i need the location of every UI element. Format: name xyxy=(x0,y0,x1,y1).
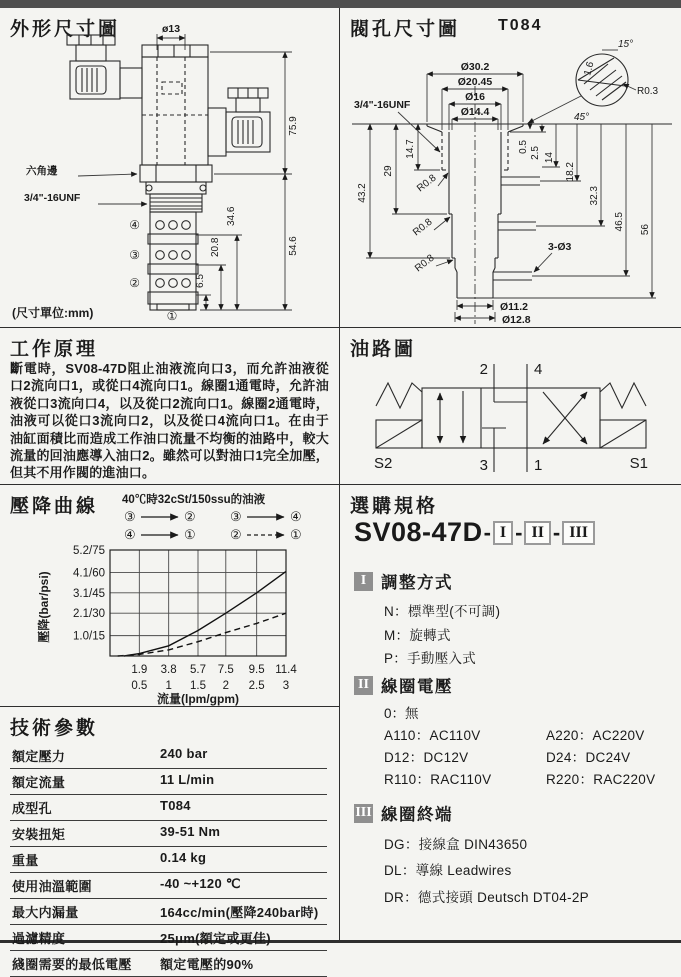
panel-title: 外形尺寸圖 xyxy=(10,19,121,40)
y-tick: 2.1/30 xyxy=(73,608,105,621)
model-slot-3: III xyxy=(562,521,595,545)
option-item: M：旋轉式 xyxy=(384,627,451,643)
port-4-label: ④ xyxy=(129,218,140,232)
section-coil-termination xyxy=(354,801,671,911)
spec-label: 成型孔 xyxy=(12,801,52,816)
panel-ordering-specs xyxy=(340,485,681,940)
dim-0-5: 0.5 xyxy=(518,140,529,154)
panel-technical-parameters xyxy=(0,707,340,972)
thread-label: 3/4"-16UNF xyxy=(24,192,81,204)
roman-numeral-1: I xyxy=(354,572,373,591)
cross-drill-label: 3-Ø3 xyxy=(548,241,572,253)
spec-value: -40 ~+120 ℃ xyxy=(160,876,241,891)
legend-to-port: ② xyxy=(184,509,196,524)
table-row xyxy=(10,795,327,821)
panel-cavity-dimensions xyxy=(340,8,681,328)
dim-14: 14 xyxy=(544,152,555,164)
spec-label: 最大内漏量 xyxy=(12,905,79,920)
dim-d12-8: Ø12.8 xyxy=(502,314,531,326)
panel-pressure-drop-chart xyxy=(0,485,340,707)
panel-title: 選購規格 xyxy=(350,496,439,517)
table-row xyxy=(10,951,327,977)
panel-outline-dimensions xyxy=(0,8,340,328)
dim-18-2: 18.2 xyxy=(565,162,576,182)
table-row xyxy=(10,769,327,795)
dim-54-6: 54.6 xyxy=(288,236,299,256)
table-row xyxy=(10,899,327,925)
x-tick-gpm: 2 xyxy=(222,680,229,692)
dim-dia13: ø13 xyxy=(161,23,181,35)
dim-6-5: 6.5 xyxy=(195,274,206,288)
dim-d11-2: Ø11.2 xyxy=(500,301,529,313)
option-item: DG：接線盒 DIN43650 xyxy=(384,837,528,852)
principle-text: 斷電時，SV08-47D阻止油液流向口3，而允許油液從口2流向口1，或從口4流向口1。線圈1通電時，允許油液從口3流向口4，以及從口2流向口1。線圈2通電時，油液可以從口3流向口2，以及從口4流向口1。在由于油缸面積比而造成工作油口流量不均衡的油路中，較大流量的回油應導入油口2。雖然可以對油口1完全加壓，但其不用作閥的進油口。 xyxy=(10,361,329,481)
spec-label: 額定壓力 xyxy=(12,749,66,764)
x-tick-lpm: 11.4 xyxy=(275,664,297,676)
detail-angle-15: 15° xyxy=(618,39,634,50)
option-item: R220：RAC220V xyxy=(546,772,656,788)
solenoid-s1-label: S1 xyxy=(629,455,648,472)
x-tick-gpm: 1.5 xyxy=(190,680,206,692)
fillet-r0-8-3: R0.8 xyxy=(413,252,437,275)
spec-value: 164cc/min(壓降240bar時) xyxy=(160,905,319,920)
option-item: D12：DC12V xyxy=(384,749,469,765)
option-item: DL：導線 Leadwires xyxy=(384,863,512,879)
panel-circuit-diagram xyxy=(340,328,681,485)
chart-legend xyxy=(118,490,336,548)
cavity-drawing xyxy=(340,34,681,328)
port-2-label: ② xyxy=(129,276,140,290)
panel-title: 工作原理 xyxy=(10,339,99,360)
spec-value: 額定電壓的90% xyxy=(160,957,254,972)
detail-1-6: 1.6 xyxy=(582,60,597,77)
y-tick: 1.0/15 xyxy=(73,630,105,643)
spec-label: 使用油溫範圍 xyxy=(12,879,92,894)
port-1-label: 1 xyxy=(534,457,543,474)
thread-label: 3/4"-16UNF xyxy=(354,99,411,111)
roman-numeral-3: III xyxy=(354,804,373,823)
spec-label: 過濾精度 xyxy=(12,931,66,946)
port-4-label: 4 xyxy=(534,361,543,378)
dim-d14-4: Ø14.4 xyxy=(460,106,490,118)
y-axis-label: 壓降(bar/psi) xyxy=(37,571,51,643)
model-code: SV08-47D - I - II - III xyxy=(354,517,596,548)
section-coil-voltage xyxy=(354,673,671,791)
port-2-label: 2 xyxy=(479,361,488,378)
spec-value: T084 xyxy=(160,798,191,813)
section-title: 調整方式 xyxy=(381,574,453,592)
solenoid-s2-label: S2 xyxy=(374,455,393,472)
section-title: 線圈電壓 xyxy=(381,678,453,696)
x-tick-lpm: 9.5 xyxy=(248,664,265,676)
x-tick-lpm: 7.5 xyxy=(217,664,234,676)
model-slot-1: I xyxy=(493,521,513,545)
x-axis-label: 流量(lpm/gpm) xyxy=(157,692,239,706)
dim-14-7: 14.7 xyxy=(405,139,416,159)
top-bar xyxy=(0,0,681,8)
option-item: R110：RAC110V xyxy=(384,772,492,788)
spec-label: 重量 xyxy=(12,853,39,868)
option-item: D24：DC24V xyxy=(546,749,631,765)
table-row xyxy=(10,743,327,769)
x-tick-gpm: 0.5 xyxy=(131,680,148,692)
dim-20-8: 20.8 xyxy=(210,237,221,257)
spec-value: 39-51 Nm xyxy=(160,824,221,839)
panel-title: 閥孔尺寸圖 xyxy=(350,19,461,40)
spec-label: 額定流量 xyxy=(12,775,66,790)
y-tick: 4.1/60 xyxy=(73,567,105,580)
cavity-code: T084 xyxy=(498,17,543,34)
panel-title: 油路圖 xyxy=(350,339,417,360)
option-item: N：標準型(不可調) xyxy=(384,604,501,619)
hex-label: 六角邊 xyxy=(26,165,58,177)
option-item: 0：無 xyxy=(384,706,419,721)
unit-note: (尺寸單位:mm) xyxy=(12,306,94,320)
curve-solid xyxy=(124,571,286,656)
panel-working-principle xyxy=(0,328,340,485)
spec-value: 11 L/min xyxy=(160,772,215,787)
dim-d20-45: Ø20.45 xyxy=(457,76,493,88)
spec-label: 綫圈需要的最低電壓 xyxy=(12,957,132,972)
port-3-label: 3 xyxy=(479,457,488,474)
detail-angle-45: 45° xyxy=(574,112,590,123)
legend-to-port: ① xyxy=(290,527,302,542)
option-item: A110：AC110V xyxy=(384,727,481,743)
dim-34-6: 34.6 xyxy=(226,206,237,226)
circuit-symbol xyxy=(350,356,681,484)
legend-from-port: ② xyxy=(230,527,242,542)
spec-value: 240 bar xyxy=(160,746,208,761)
option-item: A220：AC220V xyxy=(546,727,645,743)
legend-from-port: ④ xyxy=(124,527,136,542)
specs-table xyxy=(10,743,327,977)
dim-32-3: 32.3 xyxy=(589,186,600,206)
spec-value: 0.14 kg xyxy=(160,850,207,865)
dim-43-2: 43.2 xyxy=(357,183,368,203)
detail-r0-3: R0.3 xyxy=(637,86,659,97)
x-tick-gpm: 3 xyxy=(282,680,290,692)
section-adjustment xyxy=(354,569,671,671)
section-title: 線圈終端 xyxy=(381,806,453,824)
fillet-r0-8-2: R0.8 xyxy=(411,216,435,239)
model-prefix: SV08-47D xyxy=(354,517,483,547)
outline-drawing xyxy=(0,8,340,322)
x-tick-lpm: 3.8 xyxy=(160,664,177,676)
table-row xyxy=(10,821,327,847)
dim-d16: Ø16 xyxy=(465,91,485,103)
x-tick-lpm: 1.9 xyxy=(131,664,148,676)
y-tick: 3.1/45 xyxy=(73,587,105,600)
port-3-label: ③ xyxy=(129,248,140,262)
table-row xyxy=(10,873,327,899)
option-item: DR：德式接頭 Deutsch DT04-2P xyxy=(384,889,589,905)
legend-from-port: ③ xyxy=(124,509,136,524)
curve-dashed xyxy=(118,613,286,656)
dim-2-5: 2.5 xyxy=(530,146,541,160)
dim-56: 56 xyxy=(640,224,651,236)
x-tick-gpm: 2.5 xyxy=(248,680,265,692)
dim-75-9: 75.9 xyxy=(288,116,299,136)
port-1-label: ① xyxy=(166,309,178,322)
fillet-r0-8-1: R0.8 xyxy=(415,172,439,195)
pressure-drop-plot xyxy=(0,543,340,707)
panel-title: 壓降曲線 xyxy=(10,496,99,517)
legend-to-port: ① xyxy=(184,527,196,542)
chart-note: 40℃時32cSt/150ssu的油液 xyxy=(122,494,266,506)
y-tick: 5.2/75 xyxy=(73,545,105,557)
spec-value: 25μm(額定或更佳) xyxy=(160,931,271,946)
panel-title: 技術參數 xyxy=(10,718,99,739)
model-slot-2: II xyxy=(524,521,550,545)
x-tick-gpm: 1 xyxy=(165,680,172,692)
legend-from-port: ③ xyxy=(230,509,242,524)
option-item: P：手動壓入式 xyxy=(384,651,477,667)
spec-label: 安裝扭矩 xyxy=(12,827,66,842)
table-row xyxy=(10,925,327,951)
dim-46-5: 46.5 xyxy=(614,212,625,232)
roman-numeral-2: II xyxy=(354,676,373,695)
table-row xyxy=(10,847,327,873)
legend-to-port: ④ xyxy=(290,509,302,524)
dim-d30-2: Ø30.2 xyxy=(460,61,490,73)
x-tick-lpm: 5.7 xyxy=(190,664,206,676)
dim-29: 29 xyxy=(383,165,394,177)
